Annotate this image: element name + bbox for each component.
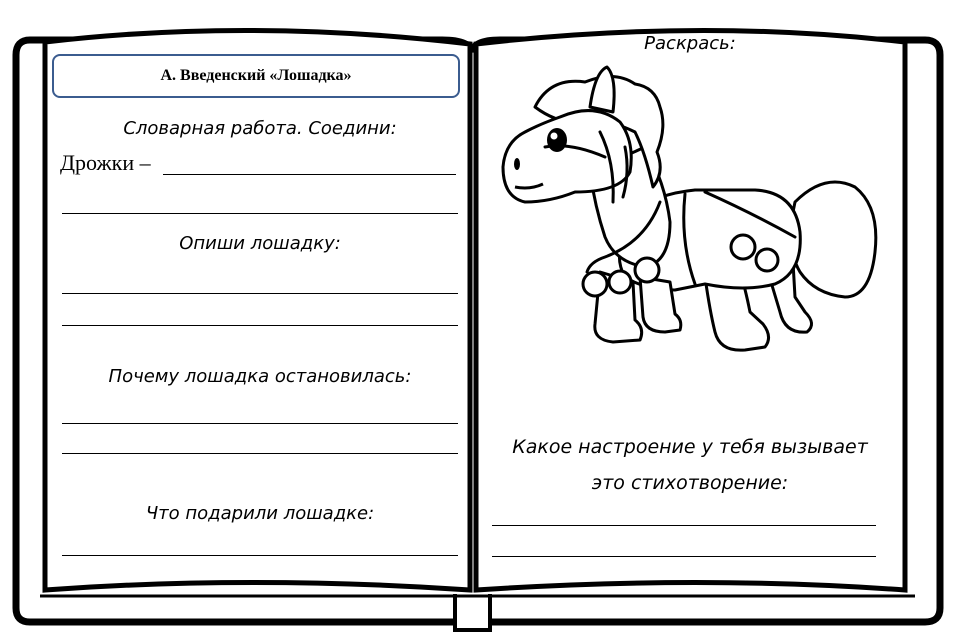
harness-bell xyxy=(583,272,607,296)
mood-question-line1: Какое настроение у тебя вызывает xyxy=(512,436,868,458)
harness-bell xyxy=(609,271,631,293)
mood-question-line2: это стихотворение: xyxy=(591,472,789,494)
mood-answer-line-1[interactable] xyxy=(492,525,876,526)
task1-answer-line-1[interactable] xyxy=(163,174,456,175)
task1-heading: Словарная работа. Соедини: xyxy=(123,118,397,139)
harness-bell xyxy=(756,249,778,271)
harness-bell xyxy=(731,235,755,259)
horse-ear xyxy=(590,67,614,112)
harness-bell xyxy=(635,258,659,282)
horse-tail xyxy=(791,182,876,297)
task1-word: Дрожки – xyxy=(60,150,151,175)
coloring-heading: Раскрась: xyxy=(644,33,736,54)
task2-answer-line-1[interactable] xyxy=(62,293,458,294)
task3-answer-line-2[interactable] xyxy=(62,453,458,454)
horse-coloring-picture[interactable] xyxy=(495,62,885,357)
task1-answer-line-2[interactable] xyxy=(62,213,458,214)
task3-heading: Почему лошадка остановилась: xyxy=(108,366,412,387)
task3-answer-line-1[interactable] xyxy=(62,423,458,424)
task4-answer-line[interactable] xyxy=(62,555,458,556)
task2-heading: Опиши лошадку: xyxy=(179,233,341,254)
task2-answer-line-2[interactable] xyxy=(62,325,458,326)
task4-heading: Что подарили лошадке: xyxy=(145,503,375,524)
mood-answer-line-2[interactable] xyxy=(492,556,876,557)
horse-eye xyxy=(547,128,567,152)
horse-nostril xyxy=(514,158,520,170)
story-title: А. Введенский «Лошадка» xyxy=(160,67,352,84)
story-title-box xyxy=(52,54,460,98)
